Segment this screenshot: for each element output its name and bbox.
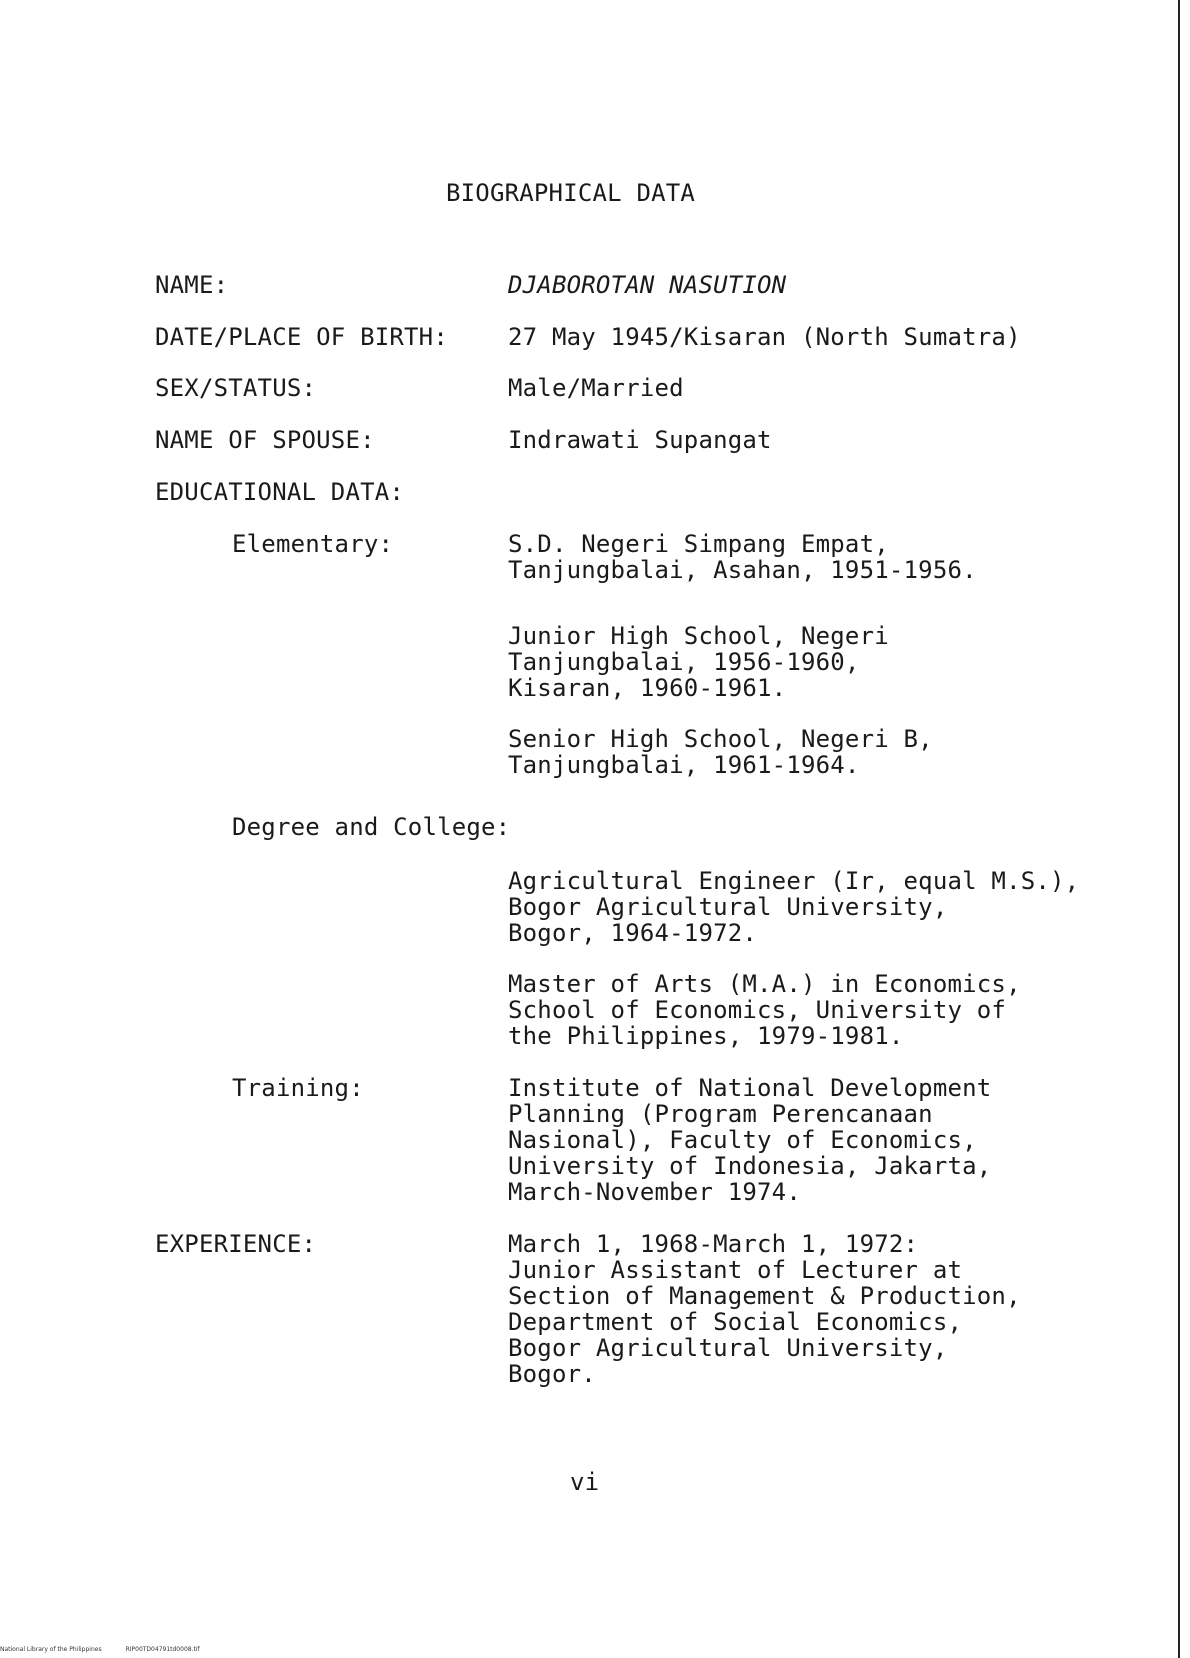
experience-line: Department of Social Economics,: [508, 1308, 963, 1336]
senior-high-line: Senior High School, Negeri B,: [508, 725, 933, 753]
experience-line: March 1, 1968-March 1, 1972:: [508, 1230, 919, 1258]
elementary-line: Tanjungbalai, Asahan, 1951-1956.: [508, 556, 977, 584]
masters-line: Master of Arts (M.A.) in Economics,: [508, 970, 1021, 998]
page-edge-line: [1178, 0, 1180, 1658]
masters-line: School of Economics, University of: [508, 996, 1007, 1024]
sex-status-label: SEX/STATUS:: [155, 374, 317, 402]
birth-value: 27 May 1945/Kisaran (North Sumatra): [508, 323, 1021, 351]
elementary-line: S.D. Negeri Simpang Empat,: [508, 530, 889, 558]
birth-label: DATE/PLACE OF BIRTH:: [155, 323, 448, 351]
name-value: DJABOROTAN NASUTION: [508, 271, 787, 299]
masters-line: the Philippines, 1979-1981.: [508, 1022, 904, 1050]
experience-line: Bogor.: [508, 1360, 596, 1388]
spouse-value: Indrawati Supangat: [508, 426, 772, 454]
elementary-label: Elementary:: [232, 530, 394, 558]
footer-library: National Library of the Philippines: [0, 1646, 102, 1653]
degree-college-label: Degree and College:: [232, 813, 511, 841]
degree-line: Bogor Agricultural University,: [508, 893, 948, 921]
junior-high-line: Junior High School, Negeri: [508, 622, 889, 650]
scan-footer: [0, 1646, 200, 1654]
training-line: Nasional), Faculty of Economics,: [508, 1126, 977, 1154]
training-line: University of Indonesia, Jakarta,: [508, 1152, 992, 1180]
sex-status-value: Male/Married: [508, 374, 684, 402]
senior-high-line: Tanjungbalai, 1961-1964.: [508, 751, 860, 779]
degree-line: Agricultural Engineer (Ir, equal M.S.),: [508, 867, 1080, 895]
training-line: Planning (Program Perencanaan: [508, 1100, 933, 1128]
experience-line: Junior Assistant of Lecturer at: [508, 1256, 963, 1284]
educational-data-heading: EDUCATIONAL DATA:: [155, 478, 405, 506]
experience-label: EXPERIENCE:: [155, 1230, 317, 1258]
junior-high-line: Kisaran, 1960-1961.: [508, 674, 787, 702]
degree-line: Bogor, 1964-1972.: [508, 919, 758, 947]
training-label: Training:: [232, 1074, 364, 1102]
training-line: March-November 1974.: [508, 1178, 801, 1206]
footer-file: RIP00TD04791td0008.tif: [125, 1646, 200, 1653]
spouse-label: NAME OF SPOUSE:: [155, 426, 375, 454]
junior-high-line: Tanjungbalai, 1956-1960,: [508, 648, 860, 676]
training-line: Institute of National Development: [508, 1074, 992, 1102]
experience-line: Section of Management & Production,: [508, 1282, 1021, 1310]
name-label: NAME:: [155, 271, 229, 299]
experience-line: Bogor Agricultural University,: [508, 1334, 948, 1362]
page-number: vi: [570, 1468, 600, 1496]
document-title: BIOGRAPHICAL DATA: [446, 179, 696, 207]
